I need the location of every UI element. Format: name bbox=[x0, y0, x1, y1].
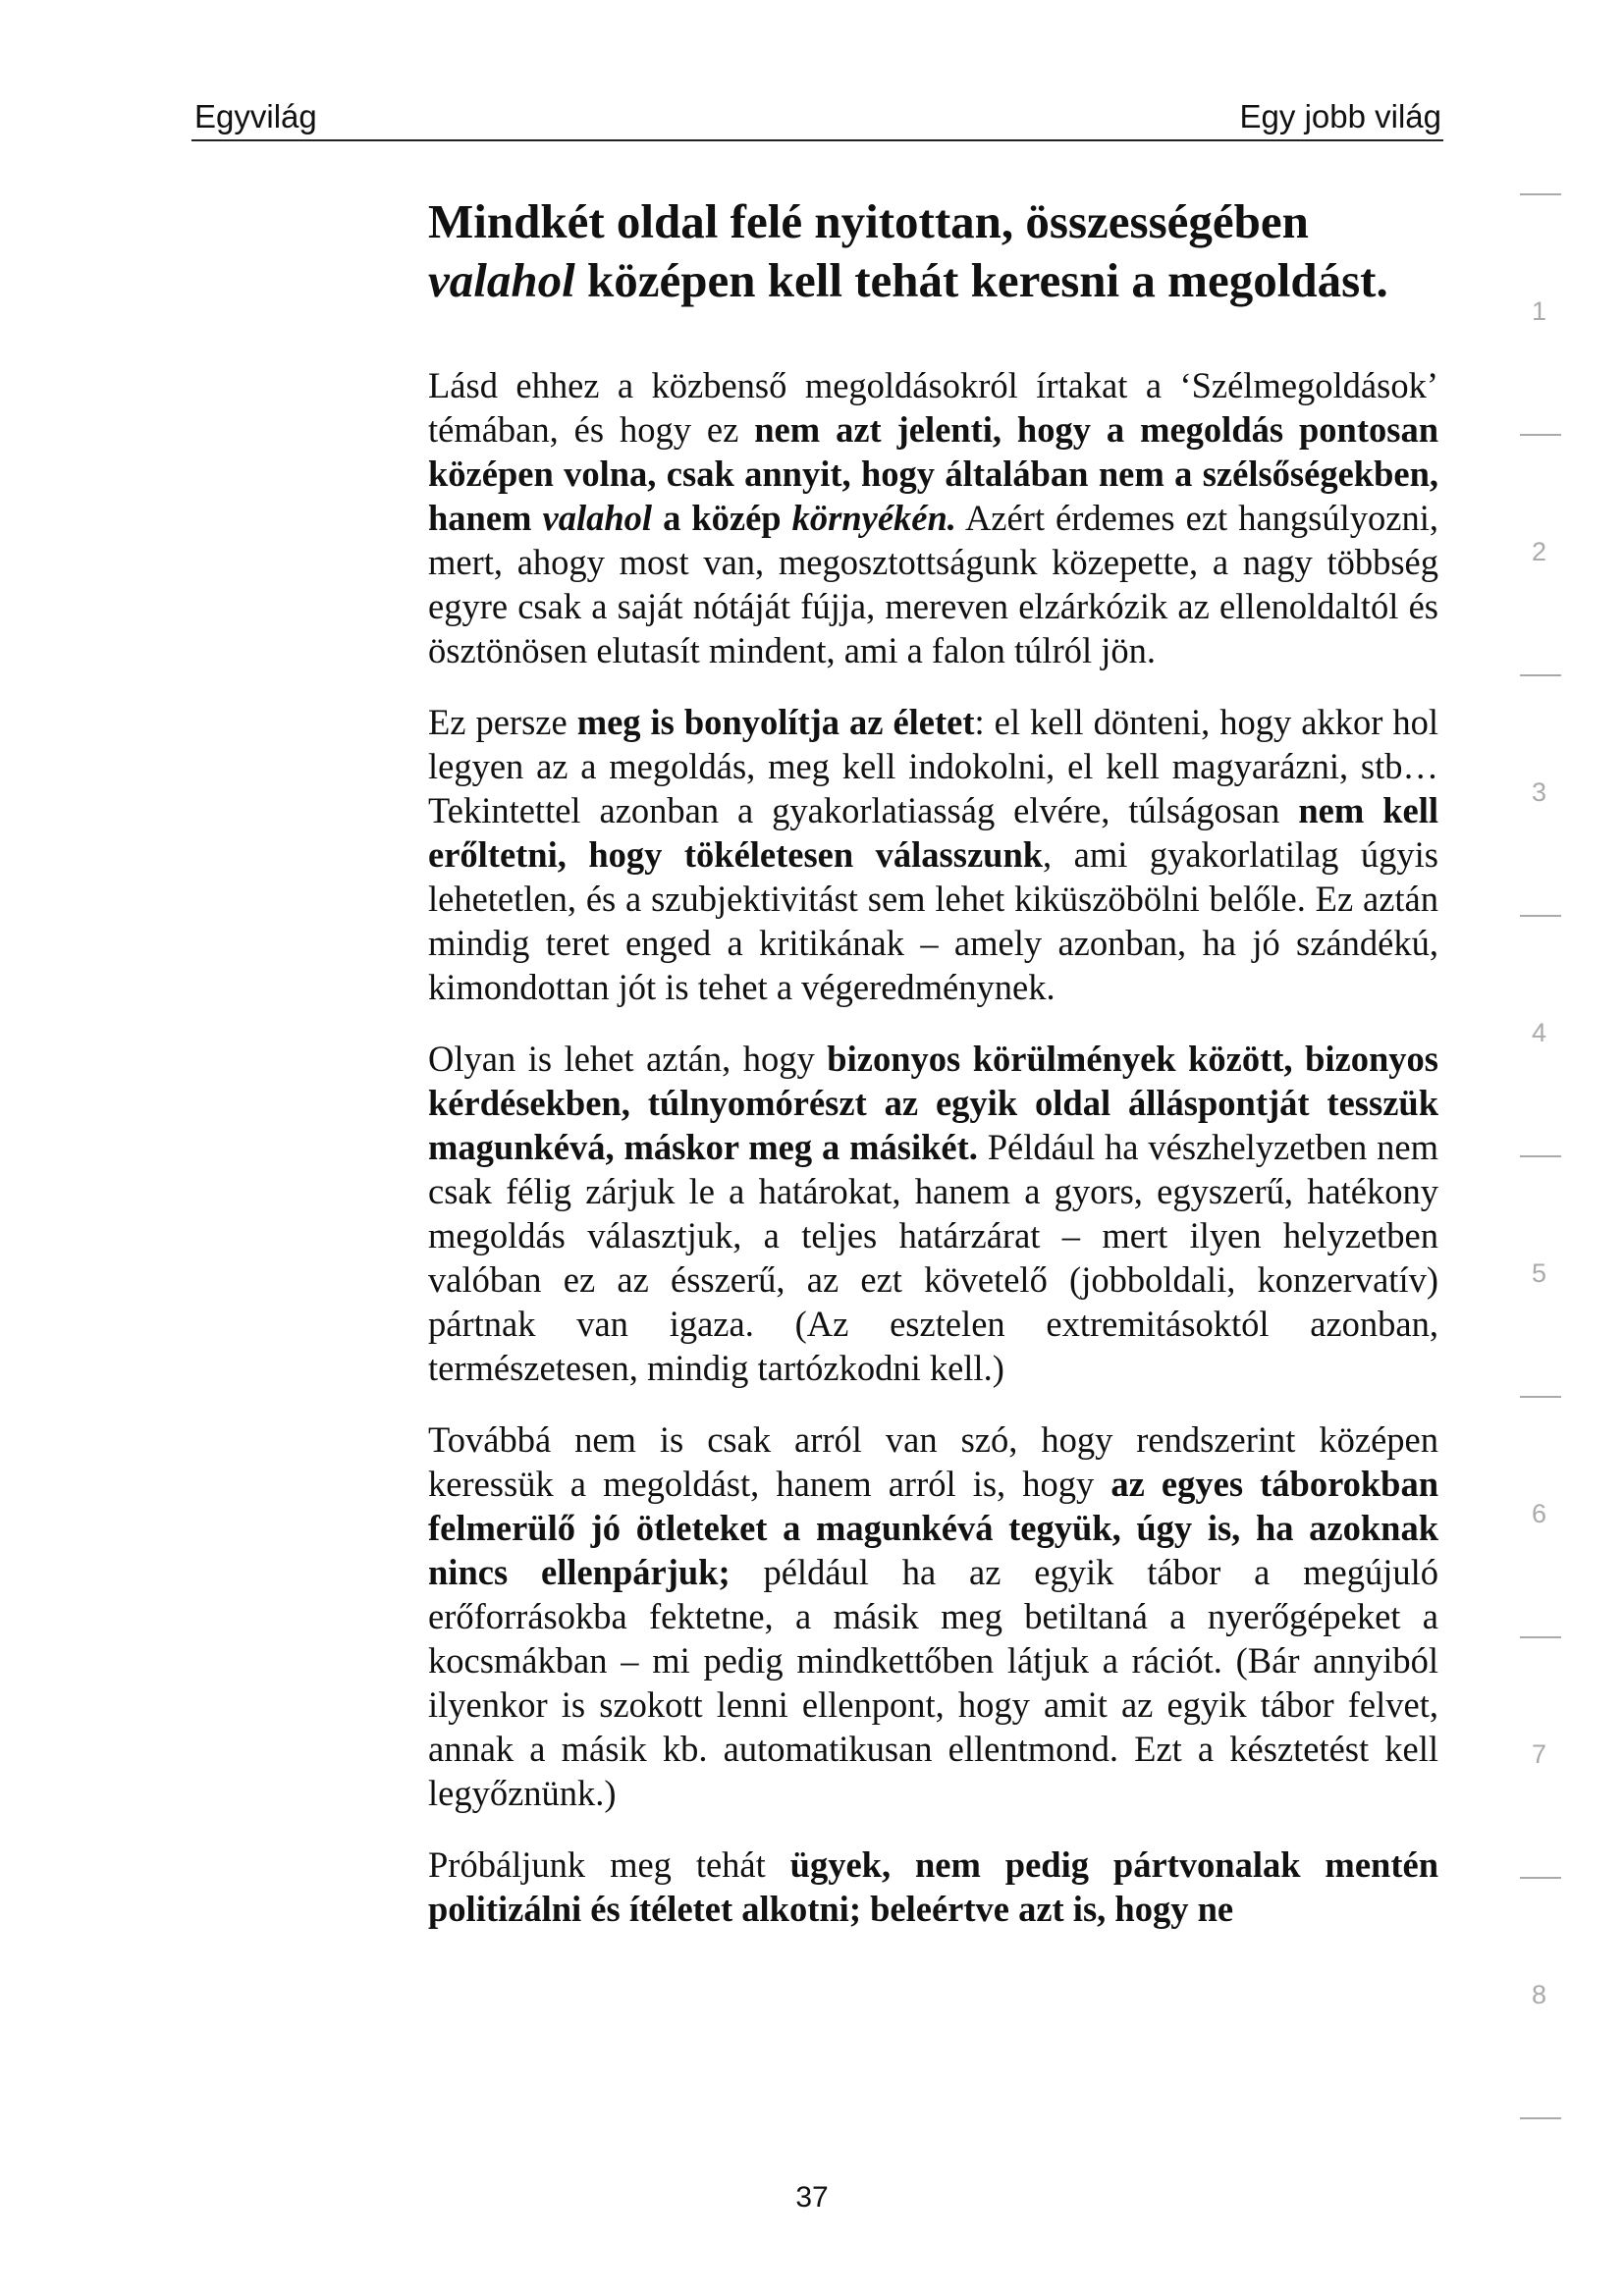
ruler-tick bbox=[1520, 434, 1561, 436]
margin-line-number: 5 bbox=[1531, 1258, 1547, 1288]
paragraph-5 bbox=[428, 1842, 1438, 1931]
page-number: 37 bbox=[795, 2181, 829, 2214]
heading-italic-word: valahol bbox=[428, 253, 575, 307]
paragraph-4 bbox=[428, 1417, 1438, 1815]
paragraph-2 bbox=[428, 700, 1438, 1009]
ruler-tick bbox=[1520, 674, 1561, 676]
margin-line-ruler bbox=[1512, 187, 1561, 2150]
bold-italic-span: valahol bbox=[542, 498, 653, 538]
bold-span: nem azt jelenti, hogy a megoldás pontosan középen volna, csak annyit, hogy általában nem a szélsőségekben, hanem bbox=[428, 409, 1438, 538]
text-span: például ha az egyik tábor a megújuló erőforrásokba fektetne, a másik meg betiltaná a nyerőgépeket a kocsmákban – mi pedig mindkettőben látjuk a rációt. (Bár annyiból ilyenkor is szokott lenni ellenpont, hogy amit az egyik tábor felvet, annak a másik kb. automatikusan ellentmond. Ezt a késztetést kell legyőznünk.) bbox=[428, 1552, 1438, 1813]
ruler-tick bbox=[1520, 1396, 1561, 1398]
bold-span: meg is bonyolítja az életet bbox=[576, 702, 975, 742]
heading-line-2: középen kell tehát keresni a megoldást. bbox=[574, 253, 1388, 307]
body-text bbox=[428, 363, 1438, 1958]
text-span: , ami gyakorlatilag úgyis lehetetlen, és a szubjektivitást sem lehet kiküszöbölni belőle. Ez aztán mindig teret enged a kritikának – amely azonban, ha jó szándékú, kimondottan jót is tehet a végeredménynek. bbox=[428, 834, 1438, 1007]
margin-line-number: 7 bbox=[1531, 1739, 1547, 1769]
page-header bbox=[191, 94, 1443, 141]
bold-italic-span: környékén. bbox=[791, 498, 956, 538]
margin-line-number: 2 bbox=[1531, 537, 1547, 566]
text-span: Olyan is lehet aztán, hogy bbox=[428, 1039, 828, 1079]
text-span: Ez persze bbox=[428, 702, 577, 742]
heading-line-1: Mindkét oldal felé nyitottan, összességében bbox=[428, 194, 1309, 248]
margin-line-number: 6 bbox=[1531, 1499, 1547, 1528]
text-span: Próbáljunk meg tehát bbox=[428, 1844, 790, 1885]
ruler-tick bbox=[1520, 2117, 1561, 2119]
bold-span: bizonyos körülmények között, bizonyos kérdésekben, túlnyomórészt az egyik oldal álláspontját tesszük magunkévá, máskor meg a másikét. bbox=[428, 1039, 1438, 1167]
bold-span: ügyek, nem pedig pártvonalak mentén politizálni és ítéletet alkotni; beleértve azt is, hogy ne bbox=[428, 1844, 1438, 1929]
margin-line-number: 4 bbox=[1531, 1018, 1547, 1047]
text-span: : el kell dönteni, hogy akkor hol legyen az a megoldás, meg kell indokolni, el kell magyarázni, stb… Tekintettel azonban a gyakorlatiasság elvére, túlságosan bbox=[428, 702, 1438, 830]
text-span: Azért érdemes ezt hangsúlyozni, mert, ahogy most van, megosztottságunk közepette, a nagy többség egyre csak a saját nótáját fújja, mereven elzárkózik az ellenoldaltól és ösztönösen elutasít mindent, ami a falon túlról jön. bbox=[428, 498, 1438, 670]
ruler-tick bbox=[1520, 915, 1561, 917]
section-heading bbox=[428, 192, 1439, 310]
bold-span: nem kell erőltetni, hogy tökéletesen válasszunk bbox=[428, 790, 1438, 875]
bold-span: az egyes táborokban felmerülő jó ötleteket a magunkévá tegyük, úgy is, ha azoknak nincs ellenpárjuk; bbox=[428, 1464, 1439, 1592]
ruler-tick bbox=[1520, 193, 1561, 195]
ruler-tick bbox=[1520, 1636, 1561, 1638]
header-chapter-title: Egy jobb világ bbox=[1239, 98, 1441, 134]
text-span: Lásd ehhez a közbenső megoldásokról írtakat a ‘Szélmegoldások’ témában, és hogy ez bbox=[428, 365, 1438, 450]
header-book-title: Egyvilág bbox=[194, 98, 317, 134]
ruler-tick bbox=[1520, 1877, 1561, 1879]
margin-line-number: 1 bbox=[1531, 296, 1547, 326]
text-span: Például ha vészhelyzetben nem csak félig zárjuk le a határokat, hanem a gyors, egyszerű, hatékony megoldás választjuk, a teljes határzárat – mert ilyen helyzetben valóban ez az ésszerű, az ezt követelő (jobboldali, konzervatív) pártnak van igaza. (Az esztelen extremitásoktól azonban, természetesen, mindig tartózkodni kell.) bbox=[428, 1127, 1438, 1388]
ruler-tick bbox=[1520, 1155, 1561, 1157]
paragraph-3 bbox=[428, 1037, 1438, 1390]
margin-line-number: 3 bbox=[1531, 777, 1547, 807]
margin-line-number: 8 bbox=[1531, 1980, 1547, 2009]
bold-span: a közép bbox=[652, 498, 792, 538]
text-span: Továbbá nem is csak arról van szó, hogy rendszerint középen keressük a megoldást, hanem arról is, hogy bbox=[428, 1419, 1438, 1504]
paragraph-1 bbox=[428, 363, 1438, 672]
